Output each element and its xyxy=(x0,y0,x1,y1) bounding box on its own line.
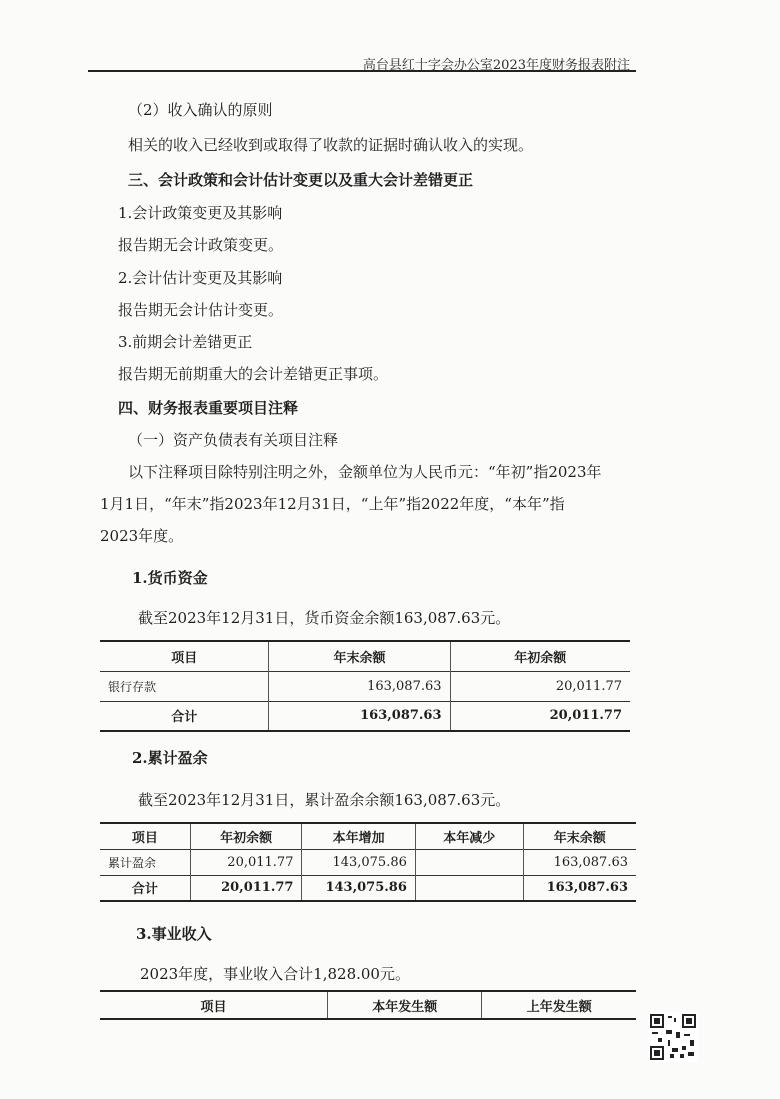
surplus-table xyxy=(100,822,636,902)
col-item: 项目 xyxy=(100,641,269,671)
qr-code-icon xyxy=(648,1012,698,1062)
para-notes-1: 以下注释项目除特别注明之外，金额单位为人民币元：“年初”指2023年 xyxy=(128,463,602,481)
cell-decrease xyxy=(415,875,523,901)
heading-error-correction: 3.前期会计差错更正 xyxy=(118,333,253,351)
cell-increase: 143,075.86 xyxy=(302,849,415,875)
heading-policy-change: 1.会计政策变更及其影响 xyxy=(118,204,283,222)
col-end-balance: 年末余额 xyxy=(269,641,450,671)
col-begin-balance: 年初余额 xyxy=(514,650,567,666)
table-header-row xyxy=(100,823,636,849)
col-current-year: 本年发生额 xyxy=(327,991,482,1019)
col-end-balance: 年末余额 xyxy=(553,830,606,846)
cash-table xyxy=(100,640,630,732)
para-notes-3: 2023年度。 xyxy=(100,527,184,545)
heading-estimate-change: 2.会计估计变更及其影响 xyxy=(118,269,283,287)
col-item: 项目 xyxy=(100,823,190,849)
col-prior-year: 上年发生额 xyxy=(526,999,592,1015)
heading-section-4: 四、财务报表重要项目注释 xyxy=(118,399,299,417)
header-rule xyxy=(88,70,636,72)
col-item: 项目 xyxy=(100,991,327,1019)
cell-begin: 20,011.77 xyxy=(190,849,302,875)
cell-item: 银行存款 xyxy=(100,671,269,701)
cell-begin: 20,011.77 xyxy=(555,678,622,694)
col-begin-balance: 年初余额 xyxy=(190,823,302,849)
cell-increase: 143,075.86 xyxy=(302,875,415,901)
table-row xyxy=(100,849,636,875)
heading-business-revenue: 3.事业收入 xyxy=(136,925,212,943)
cell-end: 163,087.63 xyxy=(269,701,450,731)
para-policy-change: 报告期无会计政策变更。 xyxy=(118,236,284,254)
cell-item: 合计 xyxy=(100,701,269,731)
para-business-revenue: 2023年度，事业收入合计1,828.00元。 xyxy=(140,965,410,983)
para-accumulated-surplus: 截至2023年12月31日，累计盈余余额163,087.63元。 xyxy=(138,791,511,809)
table-header-row xyxy=(100,991,636,1019)
para-revenue-text: 相关的收入已经收到或取得了收款的证据时确认收入的实现。 xyxy=(128,136,534,154)
table-total-row xyxy=(100,875,636,901)
heading-accumulated-surplus: 2.累计盈余 xyxy=(132,749,208,767)
heading-cash: 1.货币资金 xyxy=(132,569,208,587)
col-increase: 本年增加 xyxy=(302,823,415,849)
cell-item: 合计 xyxy=(100,875,190,901)
col-decrease: 本年减少 xyxy=(415,823,523,849)
para-error-correction: 报告期无前期重大的会计差错更正事项。 xyxy=(118,365,389,383)
para-notes-2: 1月1日，“年末”指2023年12月31日，“上年”指2022年度，“本年”指 xyxy=(100,495,565,513)
cell-decrease xyxy=(415,849,523,875)
cell-begin: 20,011.77 xyxy=(549,708,622,724)
cell-end: 163,087.63 xyxy=(269,671,450,701)
table-row xyxy=(100,671,630,701)
page-header: 高台县红十字会办公室2023年度财务报表附注 xyxy=(362,58,630,73)
para-cash: 截至2023年12月31日，货币资金余额163,087.63元。 xyxy=(138,609,511,627)
cell-end: 163,087.63 xyxy=(546,880,628,896)
heading-balance-sheet-notes: （一）资产负债表有关项目注释 xyxy=(128,431,339,449)
table-header-row xyxy=(100,641,630,671)
heading-section-3: 三、会计政策和会计估计变更以及重大会计差错更正 xyxy=(128,171,474,189)
para-estimate-change: 报告期无会计估计变更。 xyxy=(118,301,284,319)
revenue-table xyxy=(100,990,636,1020)
cell-item: 累计盈余 xyxy=(100,849,190,875)
table-total-row xyxy=(100,701,630,731)
cell-end: 163,087.63 xyxy=(553,854,628,870)
cell-begin: 20,011.77 xyxy=(190,875,302,901)
para-revenue-principle: （2）收入确认的原则 xyxy=(128,101,273,119)
